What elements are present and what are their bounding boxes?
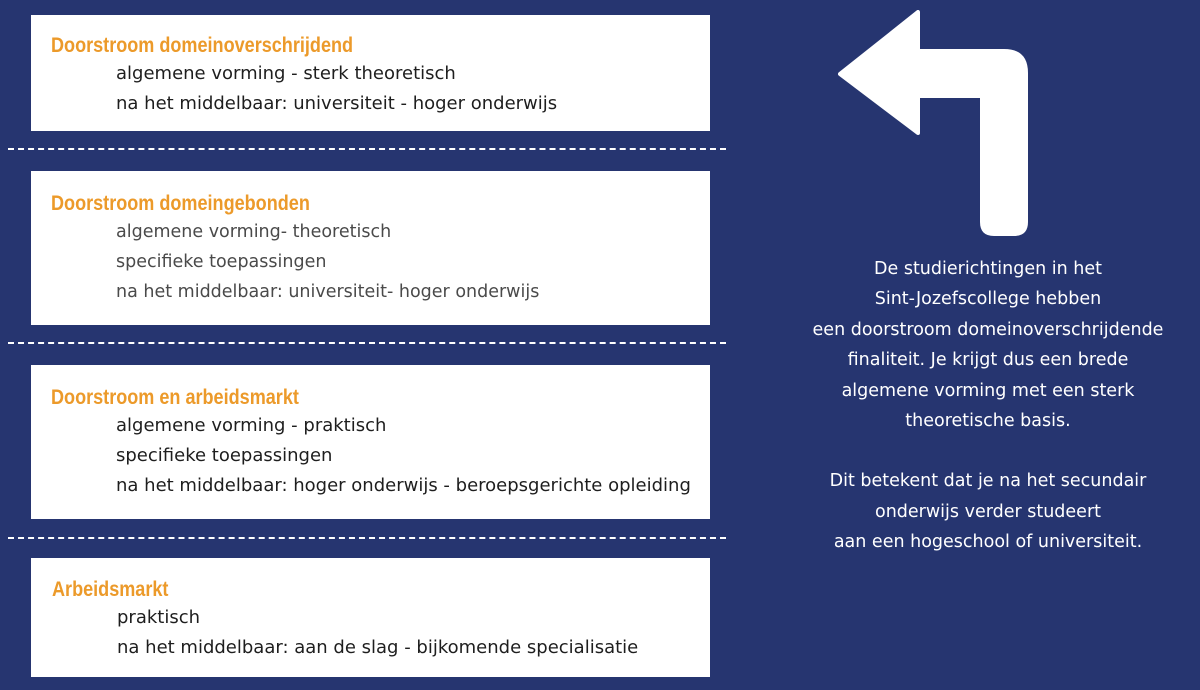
pathway-line: na het middelbaar: universiteit - hoger onderwijs (116, 93, 558, 114)
pathway-line: specifieke toepassingen (116, 445, 333, 466)
info-line: onderwijs verder studeert (875, 501, 1101, 522)
pathway-line: na het middelbaar: hoger onderwijs - beroepsgerichte opleiding (116, 475, 691, 496)
info-line: finaliteit. Je krijgt dus een brede (847, 350, 1129, 371)
pathway-line: specifieke toepassingen (116, 252, 327, 272)
pathway-box-domeingebonden (31, 171, 710, 325)
pathway-title: Doorstroom domeingebonden (51, 192, 310, 215)
pathway-box-domeinoverschrijdend (31, 15, 710, 131)
info-line: aan een hogeschool of universiteit. (833, 532, 1143, 553)
dashed-divider (8, 148, 726, 150)
info-line: De studierichtingen in het (874, 259, 1102, 279)
pathway-line: praktisch (117, 607, 201, 628)
dashed-divider (8, 342, 726, 344)
dashed-divider (8, 537, 726, 539)
info-line: theoretische basis. (905, 411, 1071, 432)
arrow-turn-left-up-icon (838, 10, 1030, 236)
pathway-title: Arbeidsmarkt (52, 578, 169, 601)
pathway-title: Doorstroom en arbeidsmarkt (51, 386, 299, 409)
info-line: Dit betekent dat je na het secundair (829, 471, 1147, 492)
info-line: een doorstroom domeinoverschrijdende (812, 319, 1164, 340)
pathway-line: na het middelbaar: aan de slag - bijkomende specialisatie (117, 637, 639, 658)
info-line: algemene vorming met een sterk (841, 380, 1135, 401)
info-line: Sint-Jozefscollege hebben (874, 289, 1102, 310)
pathway-line: algemene vorming - sterk theoretisch (116, 63, 456, 84)
pathway-title: Doorstroom domeinoverschrijdend (51, 34, 354, 57)
pathway-box-arbeidsmarkt (31, 558, 710, 677)
pathway-line: algemene vorming - praktisch (116, 415, 387, 436)
pathway-line: na het middelbaar: universiteit- hoger onderwijs (116, 282, 540, 302)
pathway-line: algemene vorming- theoretisch (116, 222, 392, 242)
pathway-box-doorstroom-arbeidsmarkt (31, 365, 710, 519)
info-text (788, 254, 1188, 558)
